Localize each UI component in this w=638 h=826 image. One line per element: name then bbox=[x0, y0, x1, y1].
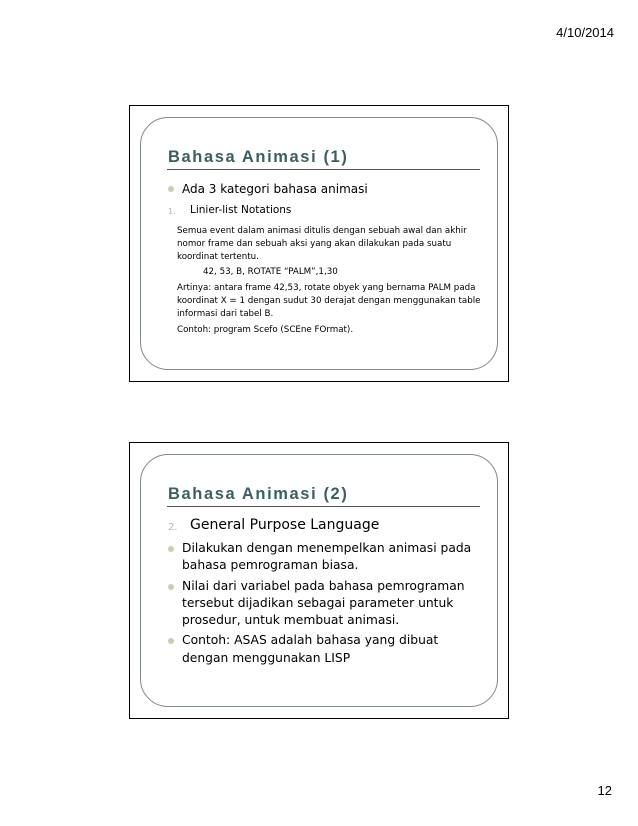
bullet-dot-icon bbox=[168, 638, 174, 644]
slide-1-meaning: Artinya: antara frame 42,53, rotate obyek yang bernama PALM pada koordinat X = 1 dengan sudut 30 derajat dengan menggunakan table informasi dari tabel B. bbox=[177, 283, 481, 319]
slide-1-numbered-item bbox=[168, 203, 482, 219]
bullet-dot-icon bbox=[168, 584, 174, 590]
slide-2-bullet-text: Nilai dari variabel pada bahasa pemrograman tersebut dijadikan sebagai parameter untuk prosedur, untuk membuat animasi. bbox=[182, 578, 465, 628]
page-number: 12 bbox=[597, 783, 612, 798]
slide-1-title-divider bbox=[167, 169, 480, 170]
slide-1-body bbox=[168, 181, 482, 336]
slide-2 bbox=[129, 442, 509, 719]
slide-2-bullet bbox=[168, 540, 482, 575]
slide-2-bullet-text: Dilakukan dengan menempelkan animasi pada bahasa pemrograman biasa. bbox=[182, 541, 472, 573]
bullet-dot-icon bbox=[168, 546, 174, 552]
slide-1 bbox=[129, 105, 509, 382]
slide-2-bullet-text: Contoh: ASAS adalah bahasa yang dibuat dengan menggunakan LISP bbox=[182, 633, 439, 665]
slide-1-code-example: 42, 53, B, ROTATE “PALM”,1,30 bbox=[203, 267, 338, 278]
slide-1-bullet bbox=[168, 181, 482, 197]
bullet-dot-icon bbox=[168, 186, 174, 192]
slide-2-title-divider bbox=[167, 506, 480, 507]
slide-1-title: Bahasa Animasi (1) bbox=[168, 148, 349, 166]
slide-1-bullet-text: Ada 3 kategori bahasa animasi bbox=[182, 182, 368, 196]
slide-2-title: Bahasa Animasi (2) bbox=[168, 485, 349, 503]
print-date: 4/10/2014 bbox=[556, 25, 614, 40]
slide-2-bullet bbox=[168, 578, 482, 630]
slide-2-numbered-item bbox=[168, 516, 482, 537]
slide-1-description: Semua event dalam animasi ditulis dengan sebuah awal dan akhir nomor frame dan sebuah aksi yang akan dilakukan pada suatu koordinat tertentu. bbox=[177, 226, 467, 262]
slide-1-numbered-text: Linier-list Notations bbox=[190, 204, 292, 216]
slide-2-number-marker: 2. bbox=[168, 522, 178, 533]
slide-2-numbered-text: General Purpose Language bbox=[190, 517, 380, 533]
slide-1-number-marker: 1. bbox=[168, 207, 176, 216]
slide-1-example: Contoh: program Scefo (SCEne FOrmat). bbox=[177, 324, 354, 335]
slide-2-bullet bbox=[168, 632, 482, 667]
slide-2-body bbox=[168, 518, 482, 667]
